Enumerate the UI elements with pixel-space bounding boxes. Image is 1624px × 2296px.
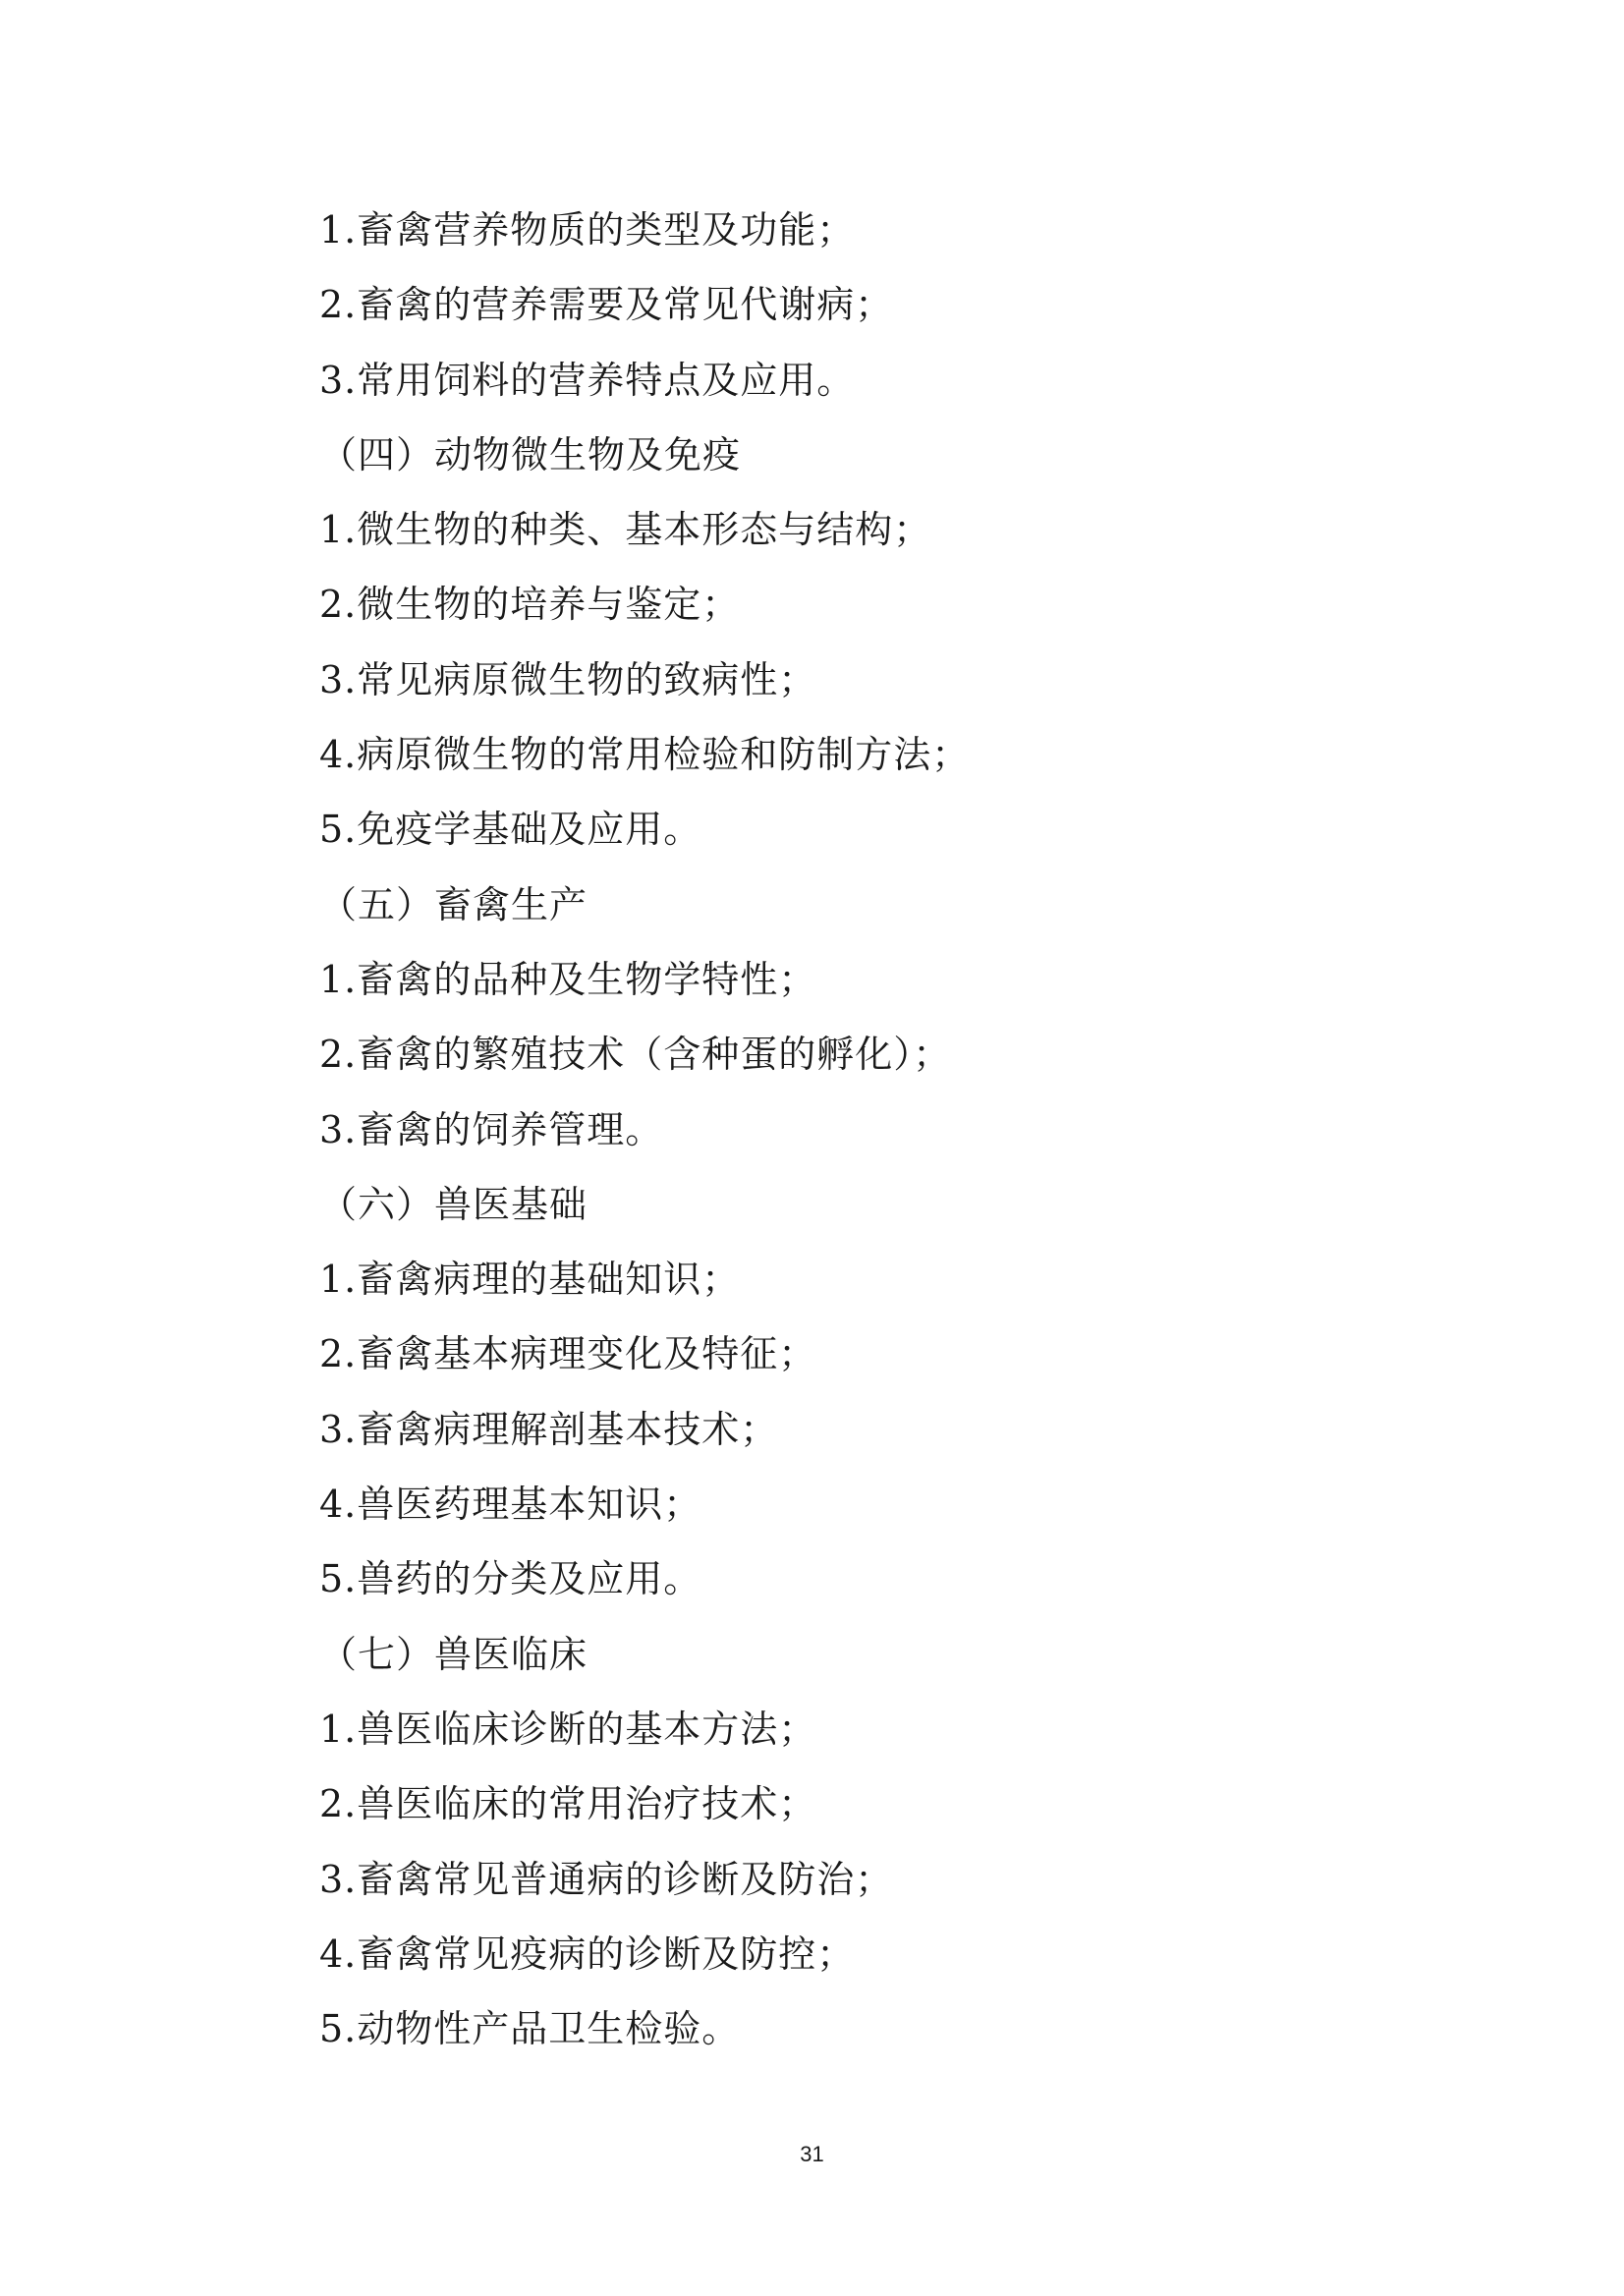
list-item: 1.畜禽的品种及生物学特性；: [319, 957, 817, 1001]
list-item: 2.微生物的培养与鉴定；: [319, 583, 741, 627]
list-item: 2.兽医临床的常用治疗技术；: [319, 1782, 817, 1826]
list-item: 3.常见病原微生物的致病性；: [319, 657, 817, 701]
list-item: 4.兽医药理基本知识；: [319, 1483, 702, 1527]
list-item: 5.免疫学基础及应用。: [319, 808, 702, 852]
list-item: 3.畜禽常见普通病的诊断及防治；: [319, 1857, 894, 1901]
document-body: [319, 193, 1400, 2066]
list-item: 4.畜禽常见疫病的诊断及防控；: [319, 1932, 856, 1976]
section-heading: （五）畜禽生产: [319, 882, 588, 926]
list-item: 5.动物性产品卫生检验。: [319, 2007, 741, 2051]
section-heading: （四）动物微生物及免疫: [319, 432, 742, 476]
list-item: 4.病原微生物的常用检验和防制方法；: [319, 733, 971, 777]
list-item: 5.兽药的分类及应用。: [319, 1557, 702, 1601]
list-item: 1.畜禽病理的基础知识；: [319, 1258, 741, 1302]
section-heading: （七）兽医临床: [319, 1632, 588, 1676]
list-item: 3.畜禽病理解剖基本技术；: [319, 1407, 779, 1451]
list-item: 1.兽医临床诊断的基本方法；: [319, 1707, 817, 1751]
list-item: 3.畜禽的饲养管理。: [319, 1107, 664, 1151]
list-item: 2.畜禽的营养需要及常见代谢病；: [319, 283, 894, 327]
section-heading: （六）兽医基础: [319, 1182, 588, 1226]
list-item: 2.畜禽基本病理变化及特征；: [319, 1332, 817, 1376]
list-item: 1.畜禽营养物质的类型及功能；: [319, 208, 856, 252]
list-item: 1.微生物的种类、基本形态与结构；: [319, 508, 932, 552]
list-item: 3.常用饲料的营养特点及应用。: [319, 358, 856, 402]
page-number: 31: [800, 2142, 824, 2166]
list-item: 2.畜禽的繁殖技术（含种蛋的孵化）；: [319, 1033, 952, 1077]
